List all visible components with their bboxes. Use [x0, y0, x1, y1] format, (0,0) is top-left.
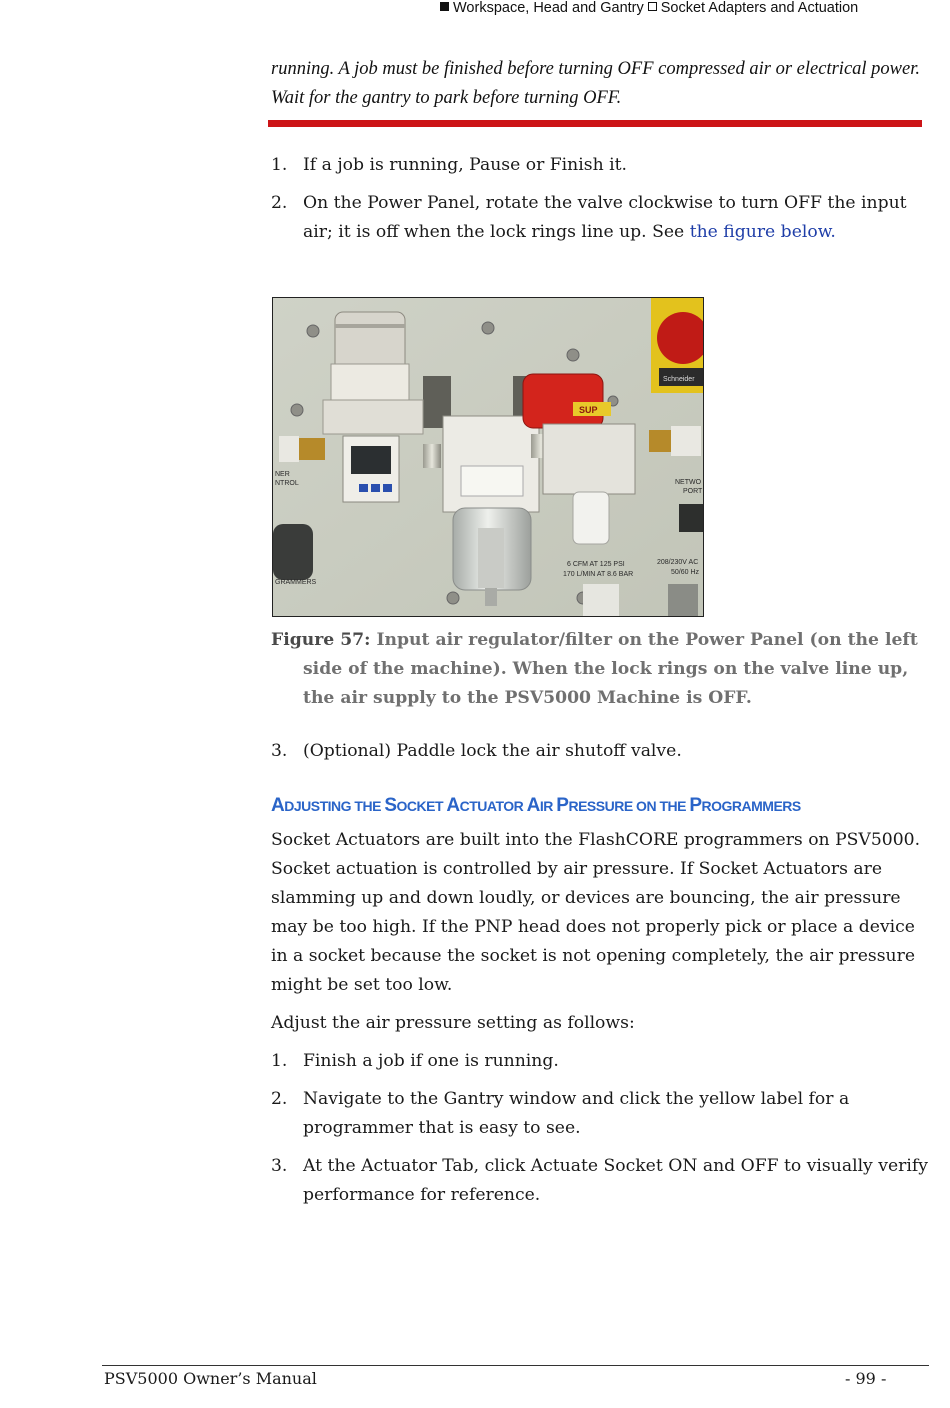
heading-sc: ROGRAMMERS	[701, 798, 801, 814]
heading-sc: CTUATOR	[459, 798, 527, 814]
warning-divider	[268, 120, 922, 127]
heading-sc: RESSURE ON THE	[568, 798, 690, 814]
figure-caption	[271, 626, 931, 713]
schneider-label: Schneider	[663, 376, 695, 383]
heading-sc: OCKET	[396, 798, 447, 814]
heading-cap: A	[446, 795, 460, 816]
caption-line-1: Input air regulator/filter on the Power Panel (on the left	[376, 630, 918, 650]
figure-photo	[272, 297, 704, 617]
footer-title: PSV5000 Owner’s Manual	[104, 1369, 317, 1388]
footer-divider	[102, 1365, 929, 1366]
step-text: On the Power Panel, rotate the valve clockwise to turn OFF the input air; it is off when the lock rings line up. See	[303, 193, 907, 242]
step-item	[271, 737, 931, 766]
step-text: Finish a job if one is running.	[303, 1051, 559, 1071]
step-text: If a job is running, Pause or Finish it.	[303, 155, 627, 175]
step-number: 3.	[271, 741, 288, 761]
heading-sc: IR	[539, 798, 557, 814]
step-number: 1.	[271, 155, 288, 175]
step-text: At the Actuator Tab, click Actuate Socket ON and OFF to visually verify performance for reference.	[303, 1156, 928, 1205]
heading-cap: S	[384, 795, 397, 816]
panel-label-grammers: GRAMMERS	[275, 579, 317, 586]
heading-cap: P	[689, 795, 702, 816]
caption-line-2: side of the machine). When the lock rings on the valve line up,	[303, 659, 909, 679]
step-item	[271, 1047, 931, 1076]
step-item	[271, 1085, 931, 1143]
step-number: 2.	[271, 193, 288, 213]
heading-cap: A	[526, 795, 540, 816]
header-part1: Workspace, Head and Gantry	[453, 0, 644, 16]
step-number: 1.	[271, 1051, 288, 1071]
adjust-intro: Adjust the air pressure setting as follows:	[271, 1013, 635, 1033]
step-text: (Optional) Paddle lock the air shutoff valve.	[303, 741, 682, 761]
heading-sc: DJUSTING THE	[284, 798, 385, 814]
step-number: 3.	[271, 1156, 288, 1176]
heading-cap: P	[556, 795, 569, 816]
panel-label-ntrol: NTROL	[275, 480, 299, 487]
section-heading	[271, 795, 801, 817]
page-number: - 99 -	[845, 1369, 887, 1388]
step-number: 2.	[271, 1089, 288, 1109]
panel-label-volt: 208/230V AC	[657, 559, 699, 566]
step-item	[271, 151, 931, 180]
body-paragraph: Socket Actuators are built into the FlashCORE programmers on PSV5000. Socket actuation is controlled by air pressure. If Socket Actuators are slamming up and down loudly, or devices are bouncing, the air pressure may be too high. If the PNP head does not properly pick or place a device in a socket because the socket is not opening completely, the air pressure might be set too low.	[271, 830, 921, 995]
heading-cap: A	[271, 795, 285, 816]
figure-link[interactable]: the figure below.	[689, 222, 836, 242]
panel-label-lmin: 170 L/MIN AT 8.6 BAR	[563, 571, 634, 578]
caption-line-3: the air supply to the PSV5000 Machine is OFF.	[303, 688, 752, 708]
panel-label-hz: 50/60 Hz	[671, 569, 700, 576]
panel-label-netwo: NETWO	[675, 479, 702, 486]
step-item	[271, 189, 931, 247]
panel-label-cfm: 6 CFM AT 125 PSI	[567, 561, 625, 568]
figure-label: Figure 57:	[271, 630, 371, 650]
panel-label-port: PORT	[683, 488, 703, 495]
running-header	[440, 0, 858, 16]
step-item	[271, 1152, 931, 1210]
empty-square-icon	[648, 2, 657, 11]
header-part2: Socket Adapters and Actuation	[660, 0, 859, 16]
warning-text: running. A job must be finished before turning OFF compressed air or electrical power. Wait for the gantry to park before turning OFF.	[271, 59, 920, 108]
sup-label: SUP	[579, 405, 598, 415]
panel-label-ner: NER	[275, 471, 290, 478]
step-text: Navigate to the Gantry window and click the yellow label for a programmer that is easy to see.	[303, 1089, 850, 1138]
filled-square-icon	[440, 2, 449, 11]
